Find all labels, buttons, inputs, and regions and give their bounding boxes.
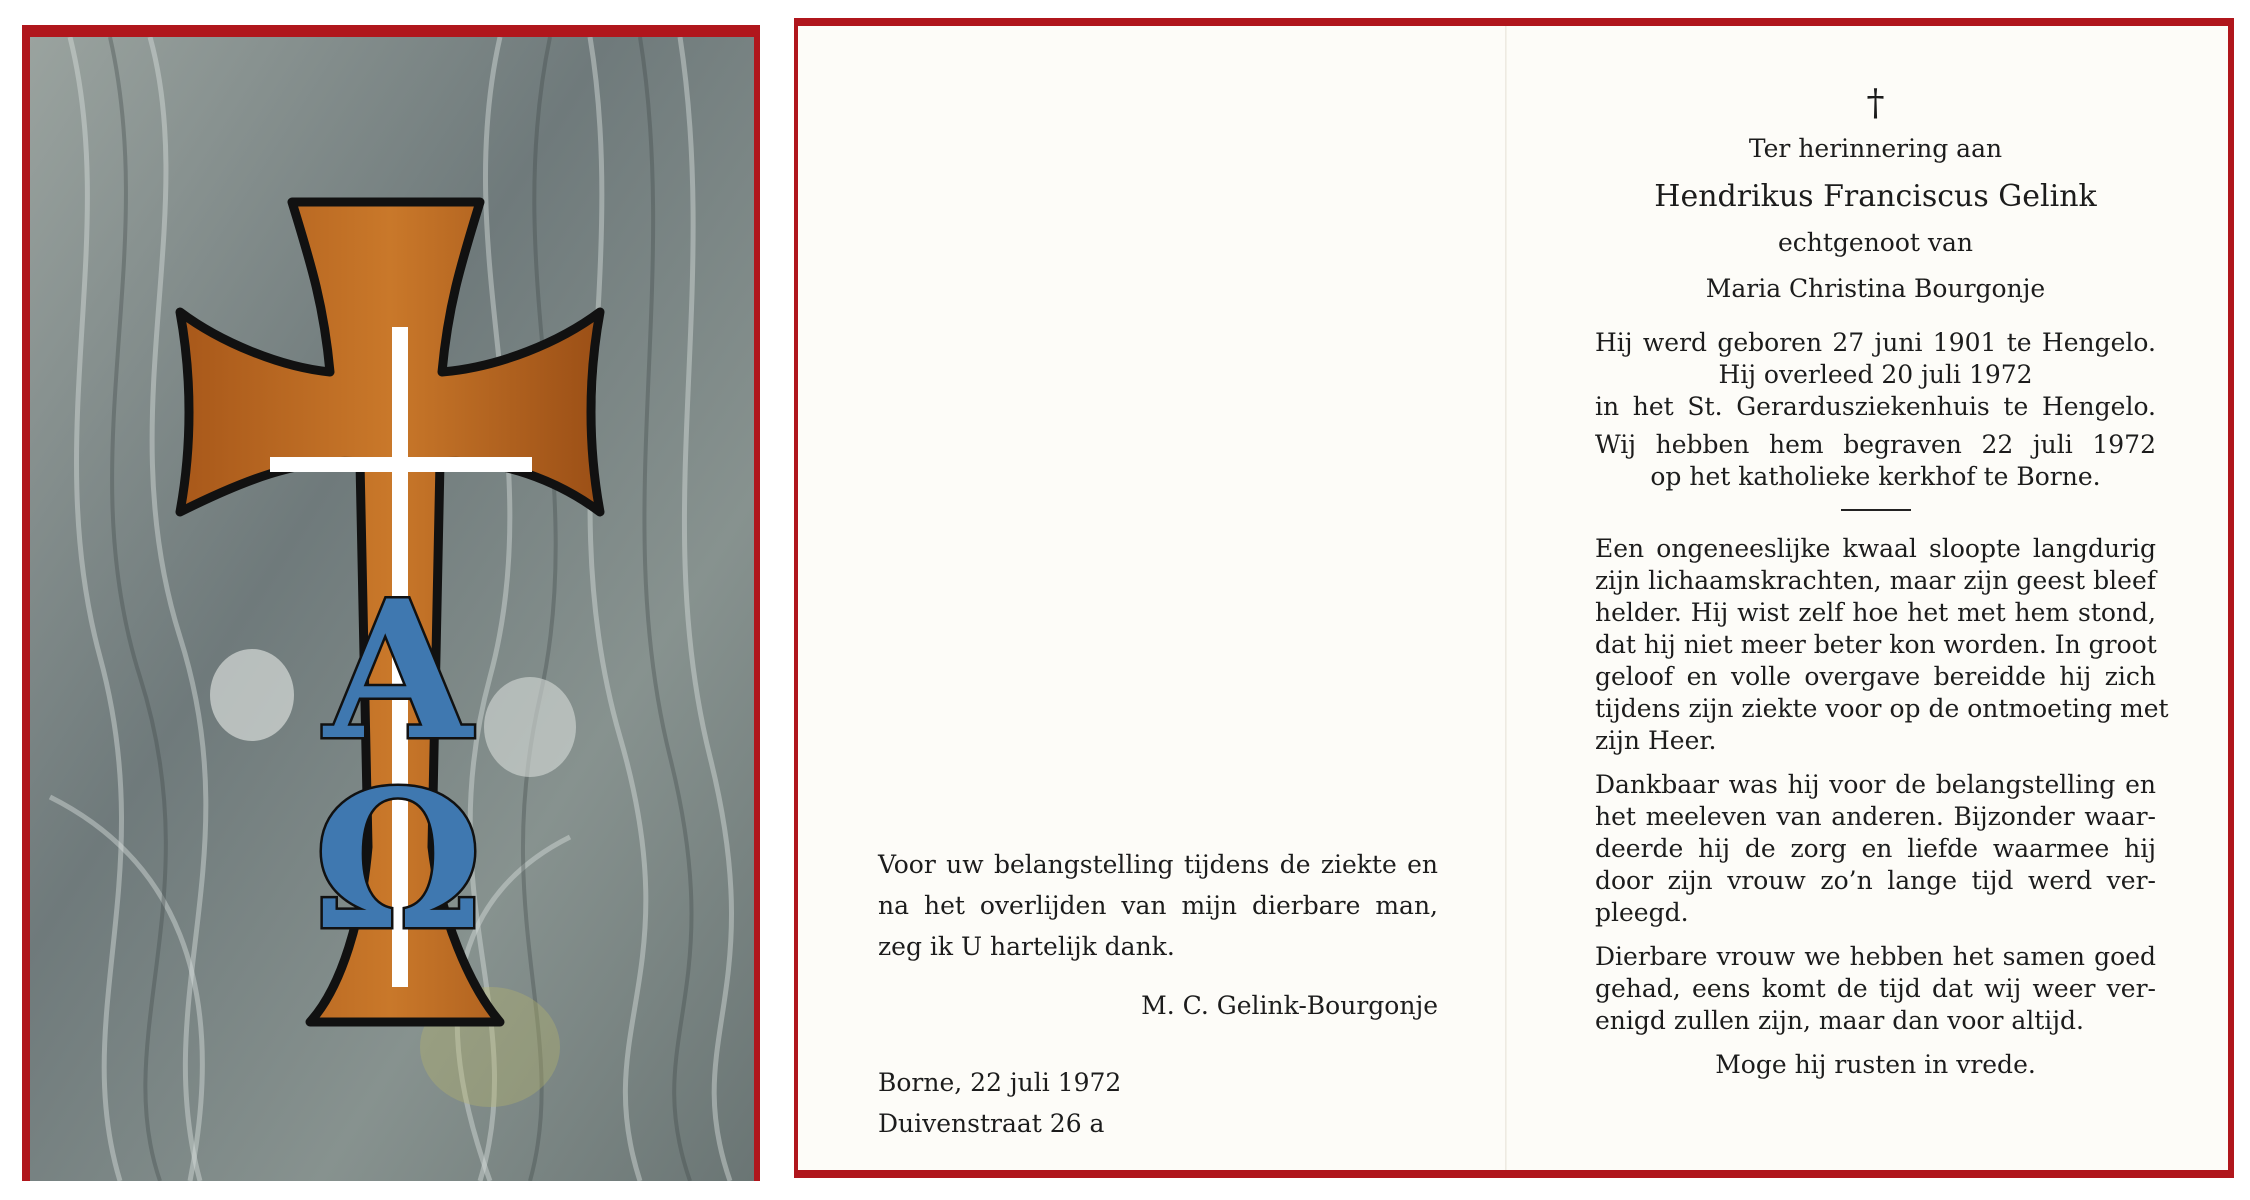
thanks-page [878,844,1438,1144]
paragraph-line: Dierbare vrouw we hebben het samen goed [1595,942,2156,971]
burial-line: Wij hebben hem begraven 22 juli 1972 [1595,430,2156,459]
spouse-intro: echtgenoot van [1777,228,1974,257]
divider [1841,509,1911,511]
card-paper [798,26,2228,1170]
signature: M. C. Gelink-Bourgonje [1141,991,1438,1020]
thanks-line: zeg ik U hartelijk dank. [878,932,1175,961]
thanks-line: na het overlijden van mijn dierbare man, [878,891,1438,920]
fold-line [1505,26,1507,1170]
memorial-card-inside [794,18,2234,1178]
closing-line: Moge hij rusten in vrede. [1715,1050,2036,1079]
paragraph-line: zijn Heer. [1595,726,1717,755]
paragraph-line: geloof en volle overgave bereidde hij zich [1595,662,2156,691]
paragraph-line: Een ongeneeslijke kwaal sloopte langdurig [1595,534,2156,563]
obituary-page [1595,81,2169,1081]
address: Duivenstraat 26 a [878,1109,1105,1138]
paragraph-line: het meeleven van anderen. Bijzonder waar- [1595,802,2156,831]
cross-symbol: † [1866,83,1885,124]
burial-place-line: op het katholieke kerkhof te Borne. [1650,462,2101,491]
deceased-name: Hendrikus Franciscus Gelink [1654,179,2097,214]
cross-painting [30,37,754,1181]
knot-right [484,677,576,777]
paragraph-illness [1595,533,2169,757]
omega-letter: Ω [313,749,483,972]
death-place-line: in het St. Gerardusziekenhuis te Hengelo. [1595,392,2156,421]
paragraph-line: dat hij niet meer beter kon worden. In groot [1595,630,2157,659]
paragraph-line: door zijn vrouw zo’n lange tijd werd ver- [1595,866,2156,895]
paragraph-line: enigd zullen zijn, maar dan voor altijd. [1595,1006,2085,1035]
thanks-line: Voor uw belangstelling tijdens de ziekte en [878,850,1438,879]
paragraph-gratitude [1595,769,2156,929]
inner-cross-horizontal [270,457,532,472]
spouse-name: Maria Christina Bourgonje [1705,274,2046,303]
paragraph-line: Dankbaar was hij voor de belangstelling en [1595,770,2156,799]
intro-text: Ter herinnering aan [1748,134,2003,163]
paragraph-line: deerde hij de zorg en liefde waarmee hij [1595,834,2156,863]
death-line: Hij overleed 20 juli 1972 [1718,360,2033,389]
paragraph-line: tijdens zijn ziekte voor op de ontmoeting met [1595,694,2169,723]
alpha-letter: Α [324,559,472,782]
knot-left [210,649,294,741]
birth-line: Hij werd geboren 27 juni 1901 te Hengelo. [1595,328,2156,357]
front-picture-card [22,25,760,1181]
paragraph-line: gehad, eens komt de tijd dat wij weer ver- [1595,974,2156,1003]
paragraph-line: zijn lichaamskrachten, maar zijn geest bleef [1595,566,2156,595]
paragraph-line: pleegd. [1595,898,1689,927]
paragraph-farewell [1595,941,2156,1037]
paragraph-line: helder. Hij wist zelf hoe het met hem stond, [1595,598,2156,627]
place-date: Borne, 22 juli 1972 [878,1068,1122,1097]
